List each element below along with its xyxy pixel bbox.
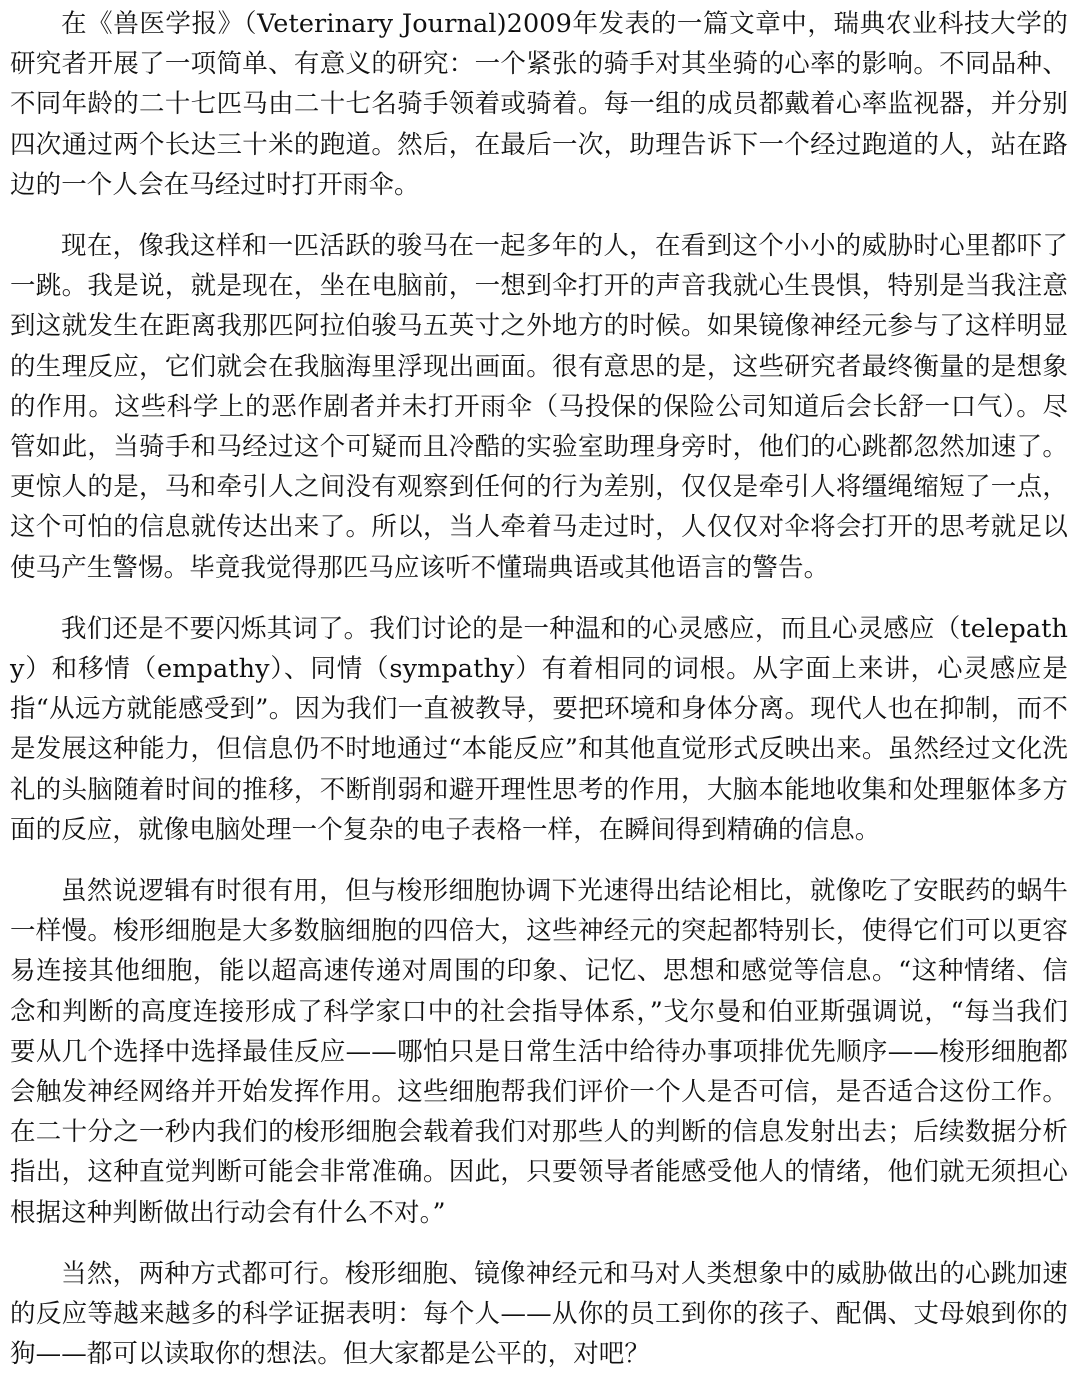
paragraph-4: 虽然说逻辑有时很有用，但与梭形细胞协调下光速得出结论相比，就像吃了安眠药的蜗牛一样慢。梭形细胞是大多数脑细胞的四倍大，这些神经元的突起都特别长，使得它们可以更容易连接其他细胞，能以超高速传递对周围的印象、记忆、思想和感觉等信息。“这种情绪、信念和判断的高度连接形成了科学家口中的社会指导体系，”戈尔曼和伯亚斯强调说，“每当我们要从几个选择中选择最佳反应——哪怕只是日常生活中给待办事项排优先顺序——梭形细胞都会触发神经网络并开始发挥作用。这些细胞帮我们评价一个人是否可信，是否适合这份工作。在二十分之一秒内我们的梭形细胞会载着我们对那些人的判断的信息发射出去；后续数据分析指出，这种直觉判断可能会非常准确。因此，只要领导者能感受他人的情绪，他们就无须担心根据这种判断做出行动会有什么不对。” <box>10 876 1068 1228</box>
paragraph-1: 在《兽医学报》（Veterinary Journal)2009年发表的一篇文章中，瑞典农业科技大学的研究者开展了一项简单、有意义的研究：一个紧张的骑手对其坐骑的心率的影响。不同品种、不同年龄的二十七匹马由二十七名骑手领着或骑着。每一组的成员都戴着心率监视器，并分别四次通过两个长达三十米的跑道。然后，在最后一次，助理告诉下一个经过跑道的人，站在路边的一个人会在马经过时打开雨伞。 <box>10 9 1068 200</box>
paragraph-3: 我们还是不要闪烁其词了。我们讨论的是一种温和的心灵感应，而且心灵感应（telepathy）和移情（empathy）、同情（sympathy）有着相同的词根。从字面上来讲，心灵感应是指“从远方就能感受到”。因为我们一直被教导，要把环境和身体分离。现代人也在抑制，而不是发展这种能力，但信息仍不时地通过“本能反应”和其他直觉形式反映出来。虽然经过文化洗礼的头脑随着时间的推移，不断削弱和避开理性思考的作用，大脑本能地收集和处理躯体多方面的反应，就像电脑处理一个复杂的电子表格一样，在瞬间得到精确的信息。 <box>10 613 1068 845</box>
paragraph-5: 当然，两种方式都可行。梭形细胞、镜像神经元和马对人类想象中的威胁做出的心跳加速的反应等越来越多的科学证据表明：每个人——从你的员工到你的孩子、配偶、丈母娘到你的狗——都可以读取你的想法。但大家都是公平的，对吧？ <box>10 1258 1068 1370</box>
paragraph-2: 现在，像我这样和一匹活跃的骏马在一起多年的人，在看到这个小小的威胁时心里都吓了一跳。我是说，就是现在，坐在电脑前，一想到伞打开的声音我就心生畏惧，特别是当我注意到这就发生在距离我那匹阿拉伯骏马五英寸之外地方的时候。如果镜像神经元参与了这样明显的生理反应，它们就会在我脑海里浮现出画面。很有意思的是，这些研究者最终衡量的是想象的作用。这些科学上的恶作剧者并未打开雨伞（马投保的保险公司知道后会长舒一口气）。尽管如此，当骑手和马经过这个可疑而且冷酷的实验室助理身旁时，他们的心跳都忽然加速了。更惊人的是，马和牵引人之间没有观察到任何的行为差别，仅仅是牵引人将缰绳缩短了一点，这个可怕的信息就传达出来了。所以，当人牵着马走过时，人仅仅对伞将会打开的思考就足以使马产生警惕。毕竟我觉得那匹马应该听不懂瑞典语或其他语言的警告。 <box>10 231 1068 583</box>
